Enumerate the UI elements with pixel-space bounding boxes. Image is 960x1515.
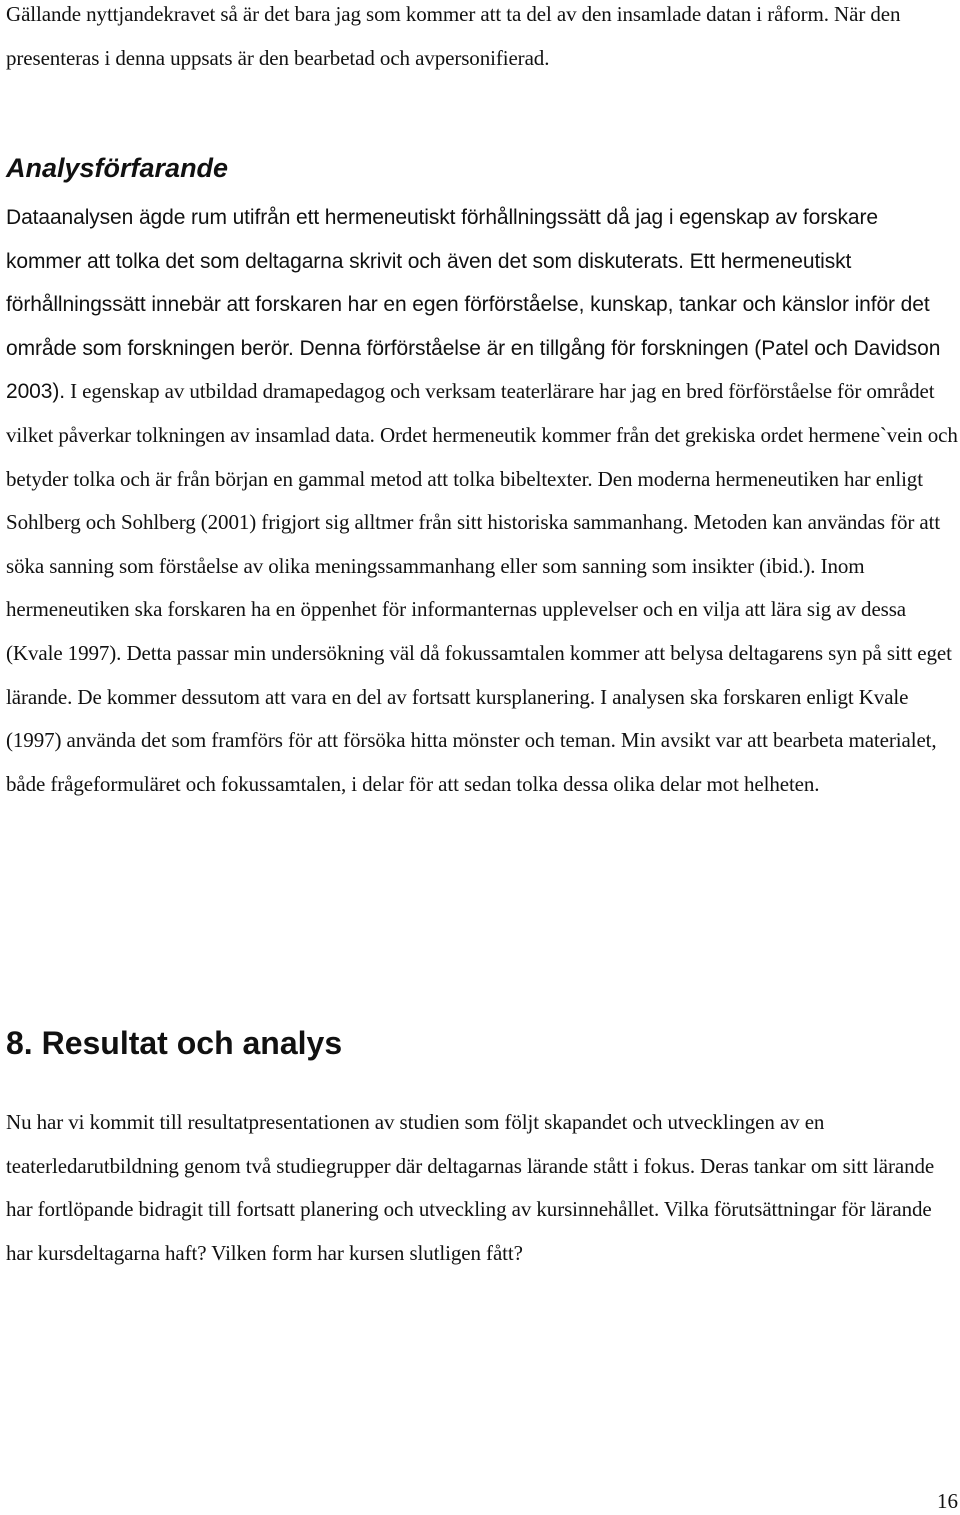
section-heading-analysforfarande: Analysförfarande — [6, 153, 229, 183]
results-paragraph: Nu har vi kommit till resultatpresentationen av studien som följt skapandet och utvecklingen av en teaterledarutbildning genom två studiegrupper där deltagarnas lärande stått i fokus. Deras tankar om sitt lärande har fortlöpande bidragit till fortsatt planering och utveckling av kursinnehållet. Vilka förutsättningar för lärande har kursdeltagarna haft? Vilken form har kursen slutligen fått? — [6, 1110, 935, 1265]
analysis-paragraph-serif-part: I egenskap av utbildad dramapedagog och verksam teaterlärare har jag en bred förförståelse för området vilket påverkar tolkningen av insamlad data. Ordet hermeneutik kommer från det grekiska ordet hermene`vein och betyder tolka och är från början en gammal metod att tolka bibeltexter. Den moderna hermeneutiken har enligt Sohlberg och Sohlberg (2001) frigjort sig alltmer från sitt historiska sammanhang. Metoden kan användas för att söka sanning som förståelse av olika meningssammanhang eller som sanning som insikter (ibid.). Inom hermeneutiken ska forskaren ha en öppenhet för informanternas upplevelser och en vilja att lära sig av dessa (Kvale 1997). Detta passar min undersökning väl då fokussamtalen kommer att belysa deltagarens syn på sitt eget lärande. De kommer dessutom att vara en del av fortsatt kursplanering. I analysen ska forskaren enligt Kvale (1997) använda det som framförs för att försöka hitta mönster och teman. Min avsikt var att bearbeta materialet, både frågeformuläret och fokussamtalen, i delar för att sedan tolka dessa olika delar mot helheten. — [6, 379, 958, 796]
analysis-paragraph-sans-part: Dataanalysen ägde rum utifrån ett hermeneutiskt förhållningssätt då jag i egenskap av forskare kommer att tolka det som deltagarna skrivit och även det som diskuterats. Ett hermeneutiskt förhållningssätt innebär att forskaren har en egen förförståelse, kunskap, tankar och känslor inför det område som forskningen berör. Denna förförståelse är en tillgång för forskningen (Patel och Davidson 2003). — [6, 206, 941, 404]
intro-paragraph: Gällande nyttjandekravet så är det bara jag som kommer att ta del av den insamlade datan i råform. När den presenteras i denna uppsats är den bearbetad och avpersonifierad. — [6, 2, 901, 70]
page-number: 16 — [937, 1489, 958, 1513]
section-heading-resultat-och-analys: 8. Resultat och analys — [6, 1025, 343, 1061]
analysis-paragraph — [6, 196, 958, 806]
